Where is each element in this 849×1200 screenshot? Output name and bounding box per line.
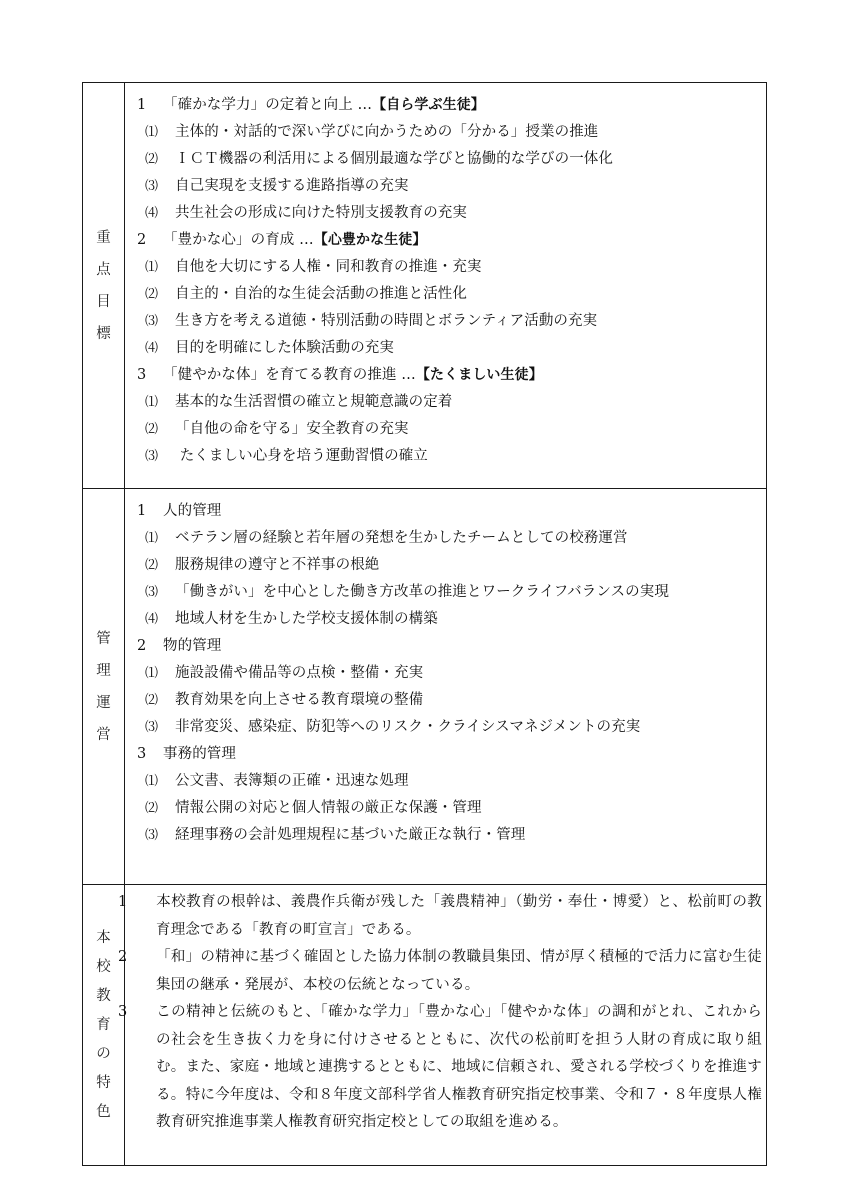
goal-heading bbox=[137, 92, 762, 119]
goal-badge: 【心豊かな生徒】 bbox=[313, 232, 427, 248]
goal-title: 「確かな学力」の定着と向上 … bbox=[163, 97, 373, 113]
goals-row bbox=[83, 83, 767, 489]
goal-subitem bbox=[137, 254, 762, 281]
features-label-char: 教 bbox=[96, 987, 111, 1004]
features-label-char: 本 bbox=[96, 929, 111, 946]
features-row bbox=[83, 885, 767, 1166]
subitem-number: ⑴ bbox=[145, 395, 159, 410]
management-label-char: 管 bbox=[96, 630, 111, 647]
subitem-number: ⑶ bbox=[145, 720, 159, 735]
management-number: 1 bbox=[137, 503, 147, 519]
goals-content-cell bbox=[125, 83, 767, 489]
features-label-char: 色 bbox=[96, 1103, 111, 1120]
goal-subitem bbox=[137, 335, 762, 362]
goals-label-char: 標 bbox=[96, 325, 111, 342]
goal-number: 1 bbox=[137, 97, 147, 113]
subitem-text: 生き方を考える道徳・特別活動の時間とボランティア活動の充実 bbox=[175, 313, 598, 329]
subitem-number: ⑶ bbox=[145, 179, 159, 194]
management-subitem bbox=[137, 525, 762, 552]
subitem-text: 非常変災、感染症、防犯等へのリスク・クライシスマネジメントの充実 bbox=[175, 719, 641, 735]
goals-label-char: 目 bbox=[96, 293, 111, 310]
subitem-number: ⑷ bbox=[145, 612, 159, 627]
goals-label-char: 点 bbox=[96, 261, 111, 278]
subitem-number: ⑵ bbox=[145, 801, 159, 816]
management-subitem bbox=[137, 606, 762, 633]
subitem-number: ⑴ bbox=[145, 260, 159, 275]
goal-number: 2 bbox=[137, 232, 147, 248]
subitem-number: ⑵ bbox=[145, 558, 159, 573]
goal-number: 3 bbox=[137, 367, 147, 383]
goal-subitem bbox=[137, 389, 762, 416]
feature-text: この精神と伝統のもと、「確かな学力」「豊かな心」「健やかな体」の調和がとれ、これからの社会を生き抜く力を身に付けさせるとともに、次代の松前町を担う人財の育成に取り組む。また、家庭・地域と連携するとともに、地域に信頼され、愛される学校づくりを推進する。特に今年度は、令和８年度文部科学省人権教育研究指定校事業、令和７・８年度県人権教育研究推進事業人権教育研究指定校としての取組を進める。 bbox=[156, 1004, 762, 1130]
subitem-text: 目的を明確にした体験活動の充実 bbox=[175, 340, 394, 356]
management-heading bbox=[137, 633, 762, 660]
subitem-text: 自他を大切にする人権・同和教育の推進・充実 bbox=[175, 259, 482, 275]
management-subitem bbox=[137, 714, 762, 741]
goal-title: 「豊かな心」の育成 … bbox=[163, 232, 314, 248]
management-heading bbox=[137, 741, 762, 768]
subitem-text: ＩＣＴ機器の利活用による個別最適な学びと協働的な学びの一体化 bbox=[175, 151, 613, 167]
subitem-number: ⑵ bbox=[145, 152, 159, 167]
subitem-text: 情報公開の対応と個人情報の厳正な保護・管理 bbox=[175, 800, 482, 816]
goal-badge: 【たくましい生徒】 bbox=[415, 367, 543, 383]
subitem-text: たくましい心身を培う運動習慣の確立 bbox=[175, 448, 428, 464]
management-number: 3 bbox=[137, 746, 147, 762]
management-subitem bbox=[137, 579, 762, 606]
features-label-char: の bbox=[96, 1045, 111, 1062]
feature-paragraph bbox=[118, 999, 762, 1137]
subitem-number: ⑴ bbox=[145, 774, 159, 789]
management-subitem bbox=[137, 795, 762, 822]
subitem-text: 「自他の命を守る」安全教育の充実 bbox=[175, 421, 409, 437]
subitem-text: 基本的な生活習慣の確立と規範意識の定着 bbox=[175, 394, 453, 410]
subitem-number: ⑴ bbox=[145, 666, 159, 681]
management-subitem bbox=[137, 822, 762, 849]
goal-subitem bbox=[137, 200, 762, 227]
subitem-text: 自己実現を支援する進路指導の充実 bbox=[175, 178, 409, 194]
subitem-text: 地域人材を生かした学校支援体制の構築 bbox=[175, 611, 438, 627]
features-content-cell bbox=[118, 885, 767, 1166]
goal-badge: 【自ら学ぶ生徒】 bbox=[372, 97, 485, 113]
goal-subitem bbox=[137, 416, 762, 443]
management-subitem bbox=[137, 660, 762, 687]
subitem-number: ⑶ bbox=[145, 314, 159, 329]
subitem-number: ⑵ bbox=[145, 287, 159, 302]
goals-label-cell bbox=[83, 83, 125, 489]
management-subitem bbox=[137, 768, 762, 795]
subitem-text: 自主的・自治的な生徒会活動の推進と活性化 bbox=[175, 286, 467, 302]
feature-number: 2 bbox=[118, 949, 128, 965]
management-subitem bbox=[137, 687, 762, 714]
feature-number: 1 bbox=[118, 894, 128, 910]
management-subitem bbox=[137, 552, 762, 579]
school-plan-table bbox=[82, 82, 767, 1166]
management-number: 2 bbox=[137, 638, 147, 654]
subitem-text: 経理事務の会計処理規程に基づいた厳正な執行・管理 bbox=[175, 827, 526, 843]
goal-heading bbox=[137, 362, 762, 389]
subitem-number: ⑷ bbox=[145, 341, 159, 356]
goal-subitem bbox=[137, 173, 762, 200]
goal-title: 「健やかな体」を育てる教育の推進 … bbox=[163, 367, 416, 383]
goal-subitem bbox=[137, 119, 762, 146]
subitem-number: ⑴ bbox=[145, 531, 159, 546]
subitem-text: 「働きがい」を中心とした働き方改革の推進とワークライフバランスの実現 bbox=[175, 584, 669, 600]
goal-heading bbox=[137, 227, 762, 254]
features-label-char: 特 bbox=[96, 1074, 111, 1091]
goal-subitem bbox=[137, 308, 762, 335]
goal-subitem bbox=[137, 281, 762, 308]
goals-label-char: 重 bbox=[96, 229, 111, 246]
feature-number: 3 bbox=[118, 1004, 128, 1020]
management-heading bbox=[137, 498, 762, 525]
features-label-char: 校 bbox=[96, 958, 111, 975]
management-label-char: 運 bbox=[96, 694, 111, 711]
subitem-number: ⑵ bbox=[145, 422, 159, 437]
subitem-number: ⑶ bbox=[145, 449, 159, 464]
goal-subitem bbox=[137, 443, 762, 470]
subitem-text: 公文書、表簿類の正確・迅速な処理 bbox=[175, 773, 409, 789]
management-title: 物的管理 bbox=[163, 638, 222, 654]
feature-paragraph bbox=[118, 889, 762, 944]
subitem-text: 教育効果を向上させる教育環境の整備 bbox=[175, 692, 424, 708]
management-label-cell bbox=[83, 489, 125, 885]
subitem-number: ⑶ bbox=[145, 828, 159, 843]
subitem-number: ⑷ bbox=[145, 206, 159, 221]
subitem-number: ⑶ bbox=[145, 585, 159, 600]
management-row bbox=[83, 489, 767, 885]
subitem-number: ⑵ bbox=[145, 693, 159, 708]
features-label-char: 育 bbox=[96, 1016, 111, 1033]
subitem-text: 施設設備や備品等の点検・整備・充実 bbox=[175, 665, 424, 681]
goal-subitem bbox=[137, 146, 762, 173]
subitem-number: ⑴ bbox=[145, 125, 159, 140]
subitem-text: 主体的・対話的で深い学びに向かうための「分かる」授業の推進 bbox=[175, 124, 599, 140]
feature-text: 本校教育の根幹は、義農作兵衛が残した「義農精神」（勤労・奉仕・博愛）と、松前町の教育理念である「教育の町宣言」である。 bbox=[156, 894, 762, 938]
feature-paragraph bbox=[118, 944, 762, 999]
subitem-text: ベテラン層の経験と若年層の発想を生かしたチームとしての校務運営 bbox=[175, 530, 628, 546]
management-label-char: 営 bbox=[96, 726, 111, 743]
management-title: 人的管理 bbox=[163, 503, 222, 519]
feature-text: 「和」の精神に基づく確固とした協力体制の教職員集団、情が厚く積極的で活力に富む生徒集団の継承・発展が、本校の伝統となっている。 bbox=[156, 949, 762, 993]
management-title: 事務的管理 bbox=[163, 746, 236, 762]
subitem-text: 服務規律の遵守と不祥事の根絶 bbox=[175, 557, 380, 573]
management-content-cell bbox=[125, 489, 767, 885]
subitem-text: 共生社会の形成に向けた特別支援教育の充実 bbox=[175, 205, 467, 221]
management-label-char: 理 bbox=[96, 662, 111, 679]
